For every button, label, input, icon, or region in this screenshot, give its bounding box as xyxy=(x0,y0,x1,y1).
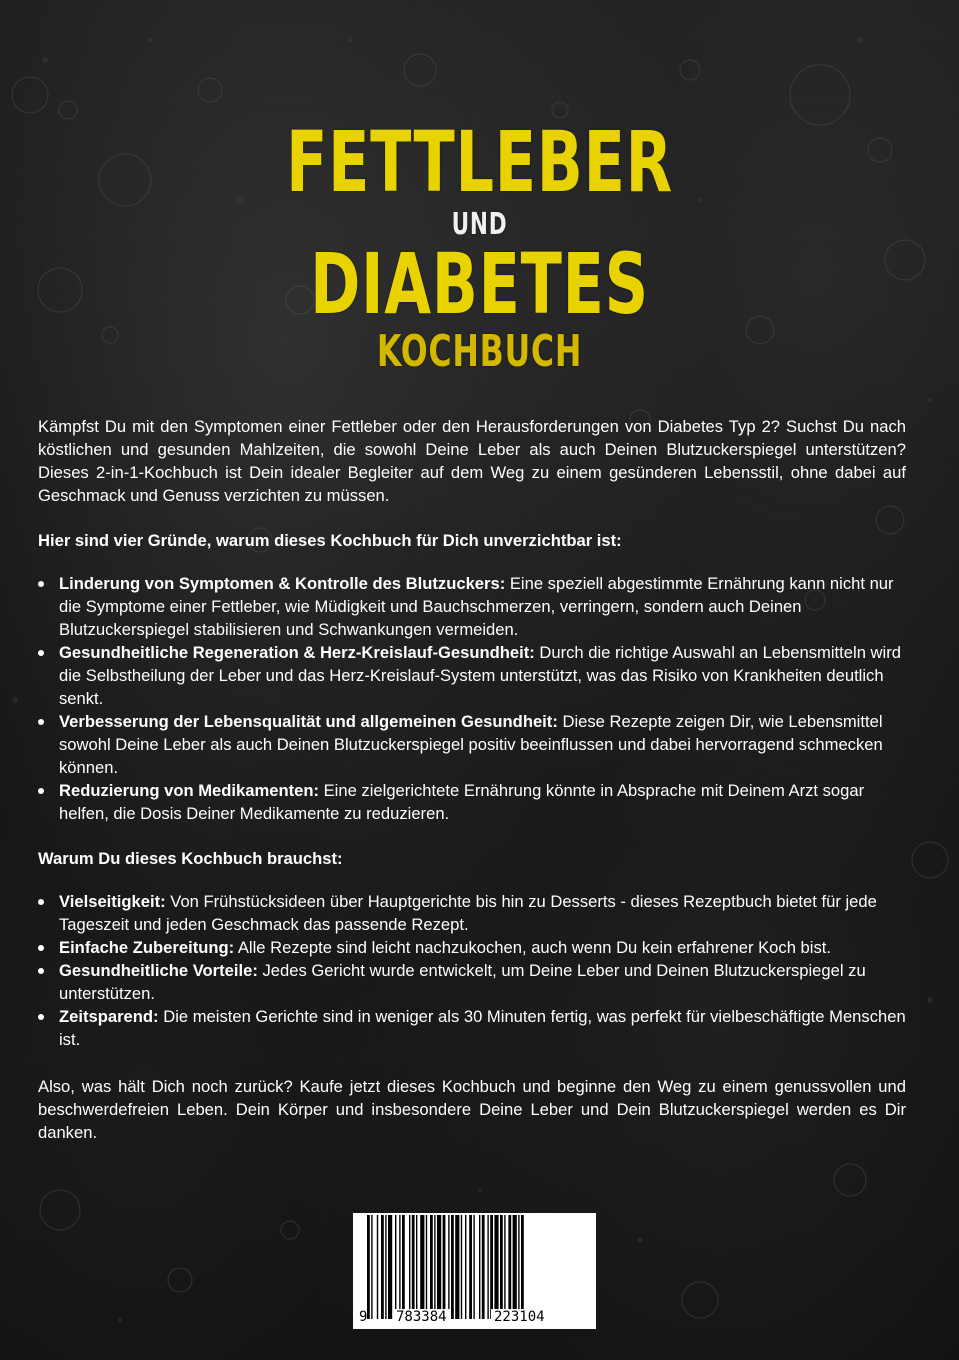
why-heading: Warum Du dieses Kochbuch brauchst: xyxy=(38,849,343,868)
barcode-bar xyxy=(402,1215,405,1319)
title-fettleber: FETTLEBER xyxy=(286,113,673,211)
barcode-bar xyxy=(482,1215,485,1319)
barcode-bar xyxy=(494,1215,498,1319)
bullet-icon xyxy=(38,581,44,587)
list-item-text: Alle Rezepte sind leicht nachzukochen, auch wenn Du kein erfahrener Koch bist. xyxy=(234,938,831,957)
list-item-text: Von Frühstücksideen über Hauptgerichte bis hin zu Desserts - dieses Rezeptbuch bietet für jede Tageszeit und jeden Geschmack das passende Rezept. xyxy=(59,892,877,934)
bullet-icon xyxy=(38,719,44,725)
isbn-barcode xyxy=(353,1213,596,1329)
barcode-bar xyxy=(385,1215,386,1319)
barcode-bar xyxy=(500,1215,503,1319)
barcode-bar xyxy=(504,1215,505,1319)
barcode-bar xyxy=(490,1215,493,1319)
list-item-text: Diese Rezepte zeigen Dir, wie Lebensmittel sowohl Deine Leber als auch Deinen Blutzuckerspiegel positiv beeinflussen und dabei hervorragend schmecken können. xyxy=(59,712,883,777)
list-item-text: Durch die richtige Auswahl an Lebensmitteln wird die Selbstheilung der Leber und das Herz-Kreislauf-System unterstützt, was das Risiko von Krankheiten deutlich senkt. xyxy=(59,643,901,708)
barcode-bar xyxy=(409,1215,410,1319)
barcode-group-left: 783384 xyxy=(393,1309,450,1325)
list-item-bold: Vielseitigkeit: xyxy=(59,892,166,911)
barcode-bar xyxy=(426,1215,427,1319)
barcode-bar xyxy=(518,1215,519,1319)
barcode-bar xyxy=(513,1215,517,1319)
closing-paragraph: Also, was hält Dich noch zurück? Kaufe jetzt dieses Kochbuch und beginne den Weg zu einem genussvollen und beschwerdefreien Leben. Dein Körper und insbesondere Deine Leber und Dein Blutzuckerspiegel werden es Dir danken. xyxy=(38,1077,906,1142)
list-item xyxy=(38,641,906,710)
barcode-bar xyxy=(388,1215,392,1319)
barcode-digit-first: 9 xyxy=(359,1309,368,1325)
barcode-bar xyxy=(420,1215,424,1319)
barcode-bar xyxy=(416,1215,417,1319)
list-item-text: Jedes Gericht wurde entwickelt, um Deine Leber und Deinen Blutzuckerspiegel zu unterstützen. xyxy=(59,961,866,1003)
barcode-bar xyxy=(371,1215,372,1319)
barcode-bar xyxy=(377,1215,378,1319)
bullet-icon xyxy=(38,899,44,905)
barcode-bar xyxy=(437,1215,441,1319)
bullet-icon xyxy=(38,968,44,974)
title-kochbuch: KOCHBUCH xyxy=(376,326,583,377)
title-und: UND xyxy=(451,207,508,242)
bullet-icon xyxy=(38,945,44,951)
bullet-icon xyxy=(38,650,44,656)
list-item-bold: Linderung von Symptomen & Kontrolle des Blutzuckers: xyxy=(59,574,506,593)
barcode-bar xyxy=(395,1215,396,1319)
bullet-icon xyxy=(38,1014,44,1020)
list-item xyxy=(38,572,906,641)
barcode-bar xyxy=(508,1215,511,1319)
barcode-bar xyxy=(443,1215,446,1319)
list-item-text: Die meisten Gerichte sind in weniger als 30 Minuten fertig, was perfekt für vielbeschäftigte Menschen ist. xyxy=(59,1007,906,1049)
list-item xyxy=(38,779,906,825)
barcode-digits xyxy=(353,1309,596,1327)
barcode-bar xyxy=(412,1215,415,1319)
list-item-bold: Einfache Zubereitung: xyxy=(59,938,235,957)
barcode-bar xyxy=(451,1215,454,1319)
book-title xyxy=(0,113,959,377)
bullet-icon xyxy=(38,788,44,794)
list-item xyxy=(38,936,906,959)
barcode-bar xyxy=(465,1215,466,1319)
barcode-bar xyxy=(367,1215,370,1319)
barcode-bar xyxy=(455,1215,459,1319)
why-list xyxy=(38,890,906,1051)
list-item-bold: Zeitsparend: xyxy=(59,1007,159,1026)
list-item xyxy=(38,890,906,936)
list-item xyxy=(38,1005,906,1051)
barcode-bar xyxy=(434,1215,435,1319)
barcode-bar xyxy=(487,1215,488,1319)
list-item-bold: Verbesserung der Lebensqualität und allgemeinen Gesundheit: xyxy=(59,712,558,731)
barcode-bar xyxy=(473,1215,474,1319)
barcode-bar xyxy=(448,1215,449,1319)
barcode-group-right: 223104 xyxy=(491,1309,548,1325)
barcode-bar xyxy=(381,1215,384,1319)
list-item-text: Eine zielgerichtete Ernährung könnte in Absprache mit Deinem Arzt sogar helfen, die Dosis Deiner Medikamente zu reduzieren. xyxy=(59,781,865,823)
intro-paragraph: Kämpfst Du mit den Symptomen einer Fettleber oder den Herausforderungen von Diabetes Typ 2? Suchst Du nach köstlichen und gesunden Mahlzeiten, die sowohl Deine Leber als auch Deinen Blutzuckerspiegel unterstützen? Dieses 2-in-1-Kochbuch ist Dein idealer Begleiter auf dem Weg zu einem gesünderen Lebensstil, ohne dabei auf Geschmack und Genuss verzichten zu müssen. xyxy=(38,417,906,505)
barcode-bar xyxy=(461,1215,462,1319)
list-item-text: Eine speziell abgestimmte Ernährung kann nicht nur die Symptome einer Fettleber, wie Müdigkeit und Bauchschmerzen, verringern, sondern auch Deinen Blutzuckerspiegel stabilisieren und Schwankungen vermeiden. xyxy=(59,574,894,639)
list-item-bold: Gesundheitliche Regeneration & Herz-Kreislauf-Gesundheit: xyxy=(59,643,535,662)
list-item-bold: Reduzierung von Medikamenten: xyxy=(59,781,319,800)
reasons-heading: Hier sind vier Gründe, warum dieses Kochbuch für Dich unverzichtbar ist: xyxy=(38,531,622,550)
barcode-bar xyxy=(469,1215,472,1319)
barcode-bar xyxy=(430,1215,433,1319)
list-item-bold: Gesundheitliche Vorteile: xyxy=(59,961,258,980)
reasons-list xyxy=(38,572,906,825)
title-diabetes: DIABETES xyxy=(310,235,649,333)
blurb-text xyxy=(38,415,906,1144)
list-item xyxy=(38,710,906,779)
barcode-bar xyxy=(479,1215,480,1319)
barcode-bar xyxy=(399,1215,400,1319)
list-item xyxy=(38,959,906,1005)
barcode-bar xyxy=(521,1215,524,1319)
